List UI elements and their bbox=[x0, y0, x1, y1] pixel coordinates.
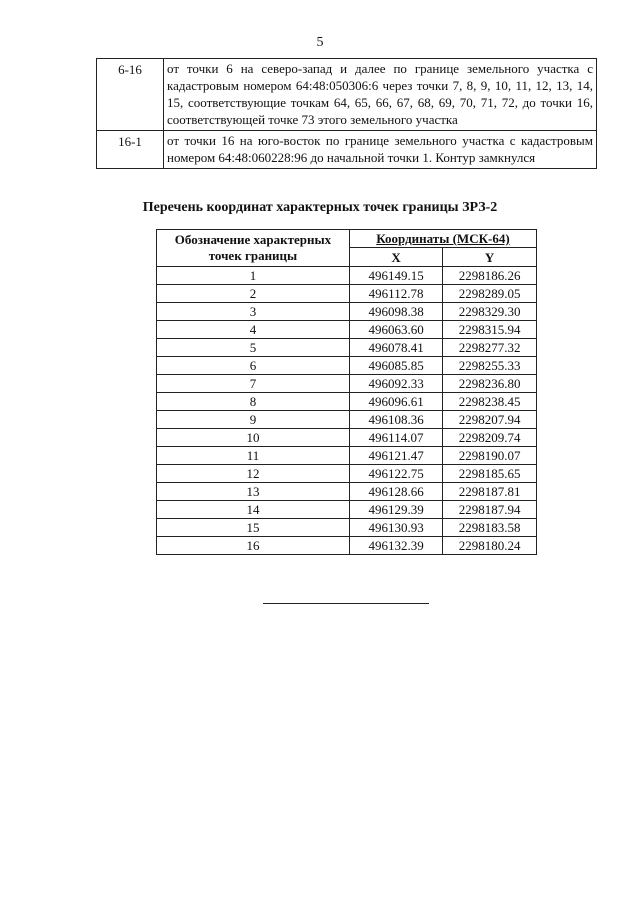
coordinates-body bbox=[157, 267, 537, 555]
x-coordinate: 496132.39 bbox=[349, 537, 442, 555]
point-number: 1 bbox=[157, 267, 350, 285]
table-row bbox=[157, 483, 537, 501]
x-coordinate: 496098.38 bbox=[349, 303, 442, 321]
y-coordinate: 2298236.80 bbox=[443, 375, 537, 393]
y-coordinate: 2298329.30 bbox=[443, 303, 537, 321]
table-row bbox=[157, 501, 537, 519]
table-row bbox=[157, 267, 537, 285]
table-row bbox=[157, 357, 537, 375]
point-number: 13 bbox=[157, 483, 350, 501]
x-coordinate: 496149.15 bbox=[349, 267, 442, 285]
coordinate-system-header: Координаты (МСК-64) bbox=[349, 230, 536, 248]
point-number: 9 bbox=[157, 411, 350, 429]
y-coordinate: 2298207.94 bbox=[443, 411, 537, 429]
end-divider bbox=[263, 603, 429, 604]
point-number: 6 bbox=[157, 357, 350, 375]
point-number: 14 bbox=[157, 501, 350, 519]
table-row bbox=[157, 411, 537, 429]
segment-label: 6-16 bbox=[97, 59, 164, 131]
y-coordinate: 2298315.94 bbox=[443, 321, 537, 339]
x-header: X bbox=[349, 248, 442, 267]
x-coordinate: 496092.33 bbox=[349, 375, 442, 393]
segment-label: 16-1 bbox=[97, 131, 164, 169]
table-row bbox=[157, 375, 537, 393]
x-coordinate: 496063.60 bbox=[349, 321, 442, 339]
y-coordinate: 2298277.32 bbox=[443, 339, 537, 357]
y-coordinate: 2298190.07 bbox=[443, 447, 537, 465]
point-number: 7 bbox=[157, 375, 350, 393]
point-number: 5 bbox=[157, 339, 350, 357]
point-number: 4 bbox=[157, 321, 350, 339]
table-row bbox=[157, 429, 537, 447]
x-coordinate: 496112.78 bbox=[349, 285, 442, 303]
table-row bbox=[157, 285, 537, 303]
point-number: 12 bbox=[157, 465, 350, 483]
x-coordinate: 496078.41 bbox=[349, 339, 442, 357]
boundary-description-table bbox=[96, 58, 597, 169]
y-coordinate: 2298238.45 bbox=[443, 393, 537, 411]
x-coordinate: 496108.36 bbox=[349, 411, 442, 429]
x-coordinate: 496121.47 bbox=[349, 447, 442, 465]
table-row bbox=[157, 519, 537, 537]
x-coordinate: 496096.61 bbox=[349, 393, 442, 411]
y-coordinate: 2298255.33 bbox=[443, 357, 537, 375]
point-number: 2 bbox=[157, 285, 350, 303]
point-number: 10 bbox=[157, 429, 350, 447]
y-coordinate: 2298180.24 bbox=[443, 537, 537, 555]
table-row bbox=[157, 321, 537, 339]
y-coordinate: 2298186.26 bbox=[443, 267, 537, 285]
y-coordinate: 2298209.74 bbox=[443, 429, 537, 447]
table-row bbox=[157, 393, 537, 411]
y-coordinate: 2298183.58 bbox=[443, 519, 537, 537]
y-coordinate: 2298187.81 bbox=[443, 483, 537, 501]
point-number: 3 bbox=[157, 303, 350, 321]
table-row bbox=[157, 447, 537, 465]
y-coordinate: 2298185.65 bbox=[443, 465, 537, 483]
table-row bbox=[157, 465, 537, 483]
y-coordinate: 2298187.94 bbox=[443, 501, 537, 519]
table-row bbox=[157, 303, 537, 321]
x-coordinate: 496122.75 bbox=[349, 465, 442, 483]
table-row bbox=[97, 131, 597, 169]
coordinates-title: Перечень координат характерных точек границы ЗРЗ-2 bbox=[142, 200, 498, 215]
segment-description: от точки 6 на северо-запад и далее по границе земельного участка с кадастровым номером 64:48:050306:6 через точки 7, 8, 9, 10, 11, 12, 13, 14, 15, соответствующие точкам 64, 65, 66, 67, 68, 69, 70, 71, 72, до точки 16, соответствующей точке 73 этого земельного участка bbox=[164, 59, 597, 131]
x-coordinate: 496114.07 bbox=[349, 429, 442, 447]
x-coordinate: 496129.39 bbox=[349, 501, 442, 519]
point-number: 11 bbox=[157, 447, 350, 465]
y-header: Y bbox=[443, 248, 537, 267]
table-header-row bbox=[157, 230, 537, 248]
table-row bbox=[157, 339, 537, 357]
table-row bbox=[97, 59, 597, 131]
x-coordinate: 496130.93 bbox=[349, 519, 442, 537]
y-coordinate: 2298289.05 bbox=[443, 285, 537, 303]
x-coordinate: 496085.85 bbox=[349, 357, 442, 375]
point-number: 16 bbox=[157, 537, 350, 555]
table-row bbox=[157, 537, 537, 555]
coordinates-table bbox=[156, 229, 537, 555]
segment-description: от точки 16 на юго-восток по границе земельного участка с кадастровым номером 64:48:060228:96 до начальной точки 1. Контур замкнулся bbox=[164, 131, 597, 169]
x-coordinate: 496128.66 bbox=[349, 483, 442, 501]
point-number: 8 bbox=[157, 393, 350, 411]
point-label-header: Обозначение характерных точек границы bbox=[157, 230, 350, 267]
point-number: 15 bbox=[157, 519, 350, 537]
page-number: 5 bbox=[316, 35, 324, 50]
